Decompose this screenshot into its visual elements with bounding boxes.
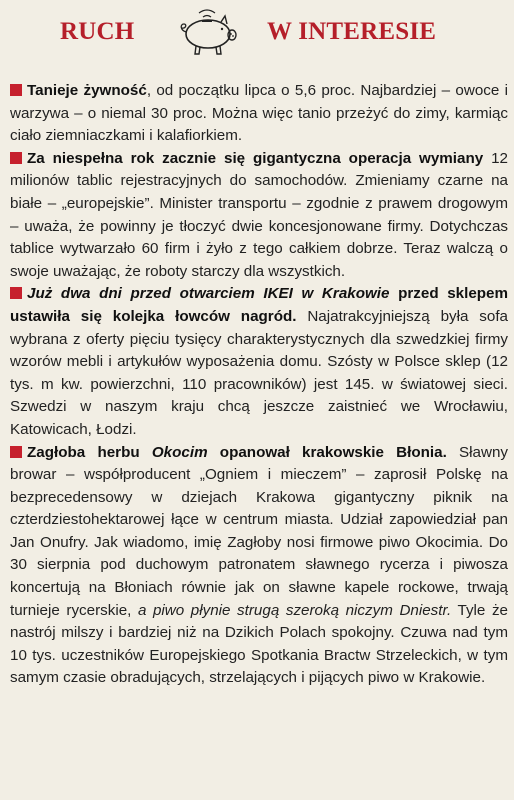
item-body: Najatrakcyjniejszą była sofa wybrana z oferty pięciu tysięcy charakterystycznych dla szwedzkiej firmy wzorów mebli i artykułów wyposażenia domu. Szósty w Polsce sklep (12 tys. m kw. powierzchni, 110 pracowników) jest 145. w światowej sieci. Szwedzi w naszym kraju chcą jeszcze zaistnieć we Wrocławiu, Katowicach, Łodzi. <box>10 307 508 438</box>
piggy-bank-icon <box>172 4 248 62</box>
news-item-food-prices <box>10 80 508 148</box>
item-body-tail: Tyle że nastrój milszy i bardziej niż na Dzikich Polach spokojny. Czuwa nad tym 10 tys. uczestników Europejskiego Spotkania Bractw Strzeleckich, w tym samym czasie obradujących, strzelających i pijących piwo w Krakowie. <box>10 601 508 687</box>
red-square-bullet-icon <box>10 287 22 299</box>
article-text <box>10 80 508 690</box>
item-lead-italic: Okocim <box>139 443 208 461</box>
item-body: Sławny browar – współproducent „Ogniem i mieczem” – zaprosił Polskę na bezprecedensowy w dziejach Krakowa gigantyczny piknik na czterdziestohektarowej łące w centrum miasta. Udział zapowiedział pan Jan Onufry. Jak wiadomo, imię Zagłoby nosi firmowe piwo Okocimia. Do 30 sierpnia pod duchowym patronatem sławnego rycerza i piwosza koncertują na Błoniach równie jak on sławne kapele rockowe, trwają turnieje rycerskie, <box>10 443 508 619</box>
section-header <box>0 0 514 74</box>
item-body-italic: a piwo płynie strugą szeroką niczym Dniestr. <box>137 601 452 619</box>
red-square-bullet-icon <box>10 84 22 96</box>
item-body: 12 milionów tablic rejestracyjnych do samochodów. Zmieniamy czarne na białe – „europejskie”. Minister transportu – zgodnie z prawem drogowym – uważa, że powinny je tłoczyć dwie koncesjonowane firmy. Dotychczas tablice wytwarzało 60 firm i żyło z tego całkiem dobrze. Teraz walczą o swoje uważając, że roboty starczy dla wszystkich. <box>10 149 508 280</box>
news-item-zagloba-okocim <box>10 442 508 691</box>
item-body: , od początku lipca o 5,6 proc. Najbardziej – owoce i warzywa – o niemal 30 proc. Można więc tanio przeżyć do zimy, karmiąc ciało ziemniaczkami i kalafiorkiem. <box>10 82 508 145</box>
red-square-bullet-icon <box>10 152 22 164</box>
news-item-license-plates <box>10 148 508 284</box>
item-lead: Za niespełna rok zacznie się gigantyczna operacja wymiany <box>27 149 484 167</box>
item-lead-italic: Już dwa dni przed otwarciem IKEI w Krakowie <box>27 285 390 303</box>
item-lead-tail: opanował krakowskie Błonia. <box>207 443 447 461</box>
red-square-bullet-icon <box>10 446 22 458</box>
header-word-right: W INTERESIE <box>267 18 437 45</box>
news-item-ikea-krakow <box>10 283 508 441</box>
header-word-left: RUCH <box>60 18 135 45</box>
item-lead: Zagłoba herbu <box>27 443 140 461</box>
item-lead: Tanieje żywność <box>27 82 147 99</box>
item-lead: przed sklepem ustawiła się kolejka łowców nagród. <box>10 285 508 325</box>
